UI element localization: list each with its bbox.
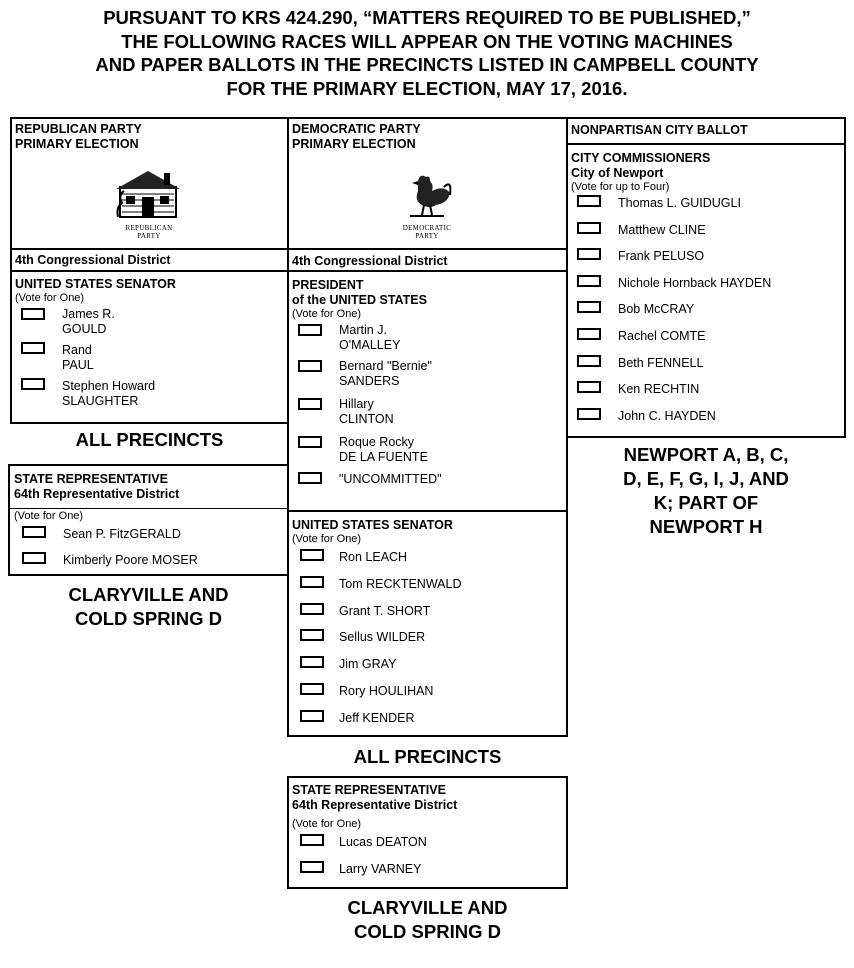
vote-checkbox[interactable]: [298, 472, 322, 484]
vote-instructions: (Vote for One): [292, 818, 362, 830]
vote-checkbox[interactable]: [300, 549, 324, 561]
candidate-name: [62, 343, 94, 373]
city-name: City of Newport: [571, 166, 664, 180]
district-label: 4th Congressional District: [292, 254, 448, 268]
vote-instructions: (Vote for One): [15, 292, 85, 304]
candidate-name: Kimberly Poore MOSER: [63, 553, 198, 567]
vote-checkbox[interactable]: [300, 576, 324, 588]
precinct-line: COLD SPRING D: [75, 608, 222, 629]
senate-race: [12, 270, 287, 422]
vote-checkbox[interactable]: [298, 398, 322, 410]
candidate-row: [14, 525, 287, 551]
precinct-line: NEWPORT A, B, C,: [623, 444, 789, 465]
candidate-row: [292, 628, 566, 655]
race-body: [289, 818, 566, 886]
candidate-name: John C. HAYDEN: [618, 408, 716, 423]
party-name: REPUBLICAN PARTY: [15, 122, 142, 136]
candidate-list: [292, 548, 566, 736]
vote-checkbox[interactable]: [21, 378, 45, 390]
precinct-caption: [8, 583, 289, 631]
vote-checkbox[interactable]: [298, 324, 322, 336]
vote-instructions: (Vote for up to Four): [571, 181, 670, 193]
race-title: CITY COMMISSIONERS: [571, 151, 711, 165]
party-header: [289, 119, 566, 248]
candidate-row: [15, 341, 287, 377]
candidate-row: [292, 602, 566, 629]
candidate-name: [339, 472, 442, 487]
race-header: [10, 466, 287, 508]
logo-label: PARTY: [415, 232, 439, 240]
candidate-row: [292, 397, 566, 435]
candidate-row: [15, 307, 287, 341]
candidate-name: Beth FENNELL: [618, 355, 704, 370]
candidate-last: GOULD: [62, 322, 107, 336]
vote-checkbox[interactable]: [300, 834, 324, 846]
vote-checkbox[interactable]: [300, 683, 324, 695]
candidate-last: O'MALLEY: [339, 338, 401, 352]
candidate-row: [292, 471, 566, 493]
senate-race: [289, 510, 566, 736]
vote-checkbox[interactable]: [22, 552, 46, 564]
candidate-first: Martin J.: [339, 323, 387, 337]
candidate-row: [292, 655, 566, 682]
precinct-line: COLD SPRING D: [354, 921, 501, 942]
logo-label: REPUBLICAN: [125, 224, 173, 232]
candidate-row: [292, 682, 566, 709]
precinct-line: NEWPORT H: [649, 516, 763, 537]
vote-checkbox[interactable]: [21, 308, 45, 320]
candidate-name: Sellus WILDER: [339, 630, 426, 645]
candidate-first: James R.: [62, 307, 115, 321]
vote-checkbox[interactable]: [298, 360, 322, 372]
race-title: STATE REPRESENTATIVE: [292, 783, 446, 797]
vote-checkbox[interactable]: [22, 526, 46, 538]
democratic-logo: [387, 171, 467, 240]
vote-checkbox[interactable]: [300, 629, 324, 641]
vote-checkbox[interactable]: [300, 710, 324, 722]
candidate-row: [292, 359, 566, 397]
candidate-name: Sean P. FitzGERALD: [63, 527, 181, 541]
vote-instructions: (Vote for One): [292, 533, 362, 545]
header-line: THE FOLLOWING RACES WILL APPEAR ON THE VOTING MACHINES: [121, 30, 733, 52]
candidate-row: [292, 709, 566, 736]
logo-label: PARTY: [137, 232, 161, 240]
race-title: UNITED STATES SENATOR: [292, 518, 453, 532]
nonpartisan-ballot: [566, 117, 846, 438]
rep-district: 64th Representative District: [14, 487, 180, 501]
ballot-title: NONPARTISAN CITY BALLOT: [571, 123, 748, 137]
district-bar: [12, 248, 287, 270]
candidate-name: Matthew CLINE: [618, 222, 706, 237]
vote-checkbox[interactable]: [577, 301, 601, 313]
candidate-row: [571, 221, 844, 248]
candidate-first: Stephen Howard: [62, 379, 156, 393]
commissioners-race: [568, 143, 844, 433]
candidate-row: [571, 247, 844, 274]
candidate-row: [292, 323, 566, 359]
candidate-name: [339, 397, 394, 427]
header-line: AND PAPER BALLOTS IN THE PRECINCTS LISTED IN CAMPBELL COUNTY: [95, 54, 759, 75]
candidate-name: Tom RECKTENWALD: [339, 576, 462, 591]
democratic-state-rep-ballot: [287, 776, 568, 889]
vote-checkbox[interactable]: [300, 861, 324, 873]
race-subtitle: of the UNITED STATES: [292, 293, 427, 307]
candidate-row: [571, 274, 844, 301]
candidate-name: Bob McCRAY: [618, 302, 695, 317]
candidate-row: [571, 327, 844, 354]
vote-checkbox[interactable]: [300, 603, 324, 615]
candidate-name: [62, 307, 115, 337]
candidate-name: Nichole Hornback HAYDEN: [618, 275, 772, 290]
logo-label: DEMOCRATIC: [402, 224, 452, 232]
candidate-name: Rachel COMTE: [618, 328, 706, 343]
candidate-first: Roque Rocky: [339, 435, 415, 449]
party-name: DEMOCRATIC PARTY: [292, 122, 421, 136]
candidate-row: [292, 575, 566, 602]
candidate-row: [292, 833, 566, 860]
president-race: [289, 270, 566, 510]
candidate-name: Larry VARNEY: [339, 862, 422, 876]
election-name: PRIMARY ELECTION: [15, 137, 139, 151]
vote-checkbox[interactable]: [577, 222, 601, 234]
candidate-first: "UNCOMMITTED": [339, 472, 442, 486]
precinct-caption: [287, 896, 568, 944]
candidate-name: Grant T. SHORT: [339, 603, 431, 618]
precinct-line: CLARYVILLE AND: [68, 584, 229, 605]
candidate-name: Ken RECHTIN: [618, 382, 700, 397]
precinct-caption: ALL PRECINCTS: [353, 746, 502, 767]
candidate-name: [339, 435, 428, 465]
candidate-last: SLAUGHTER: [62, 394, 139, 408]
candidate-row: [15, 377, 287, 411]
vote-checkbox[interactable]: [298, 436, 322, 448]
candidate-name: Jim GRAY: [339, 657, 397, 672]
race-title: PRESIDENT: [292, 278, 364, 292]
rooster-icon: [400, 171, 454, 219]
race-title: STATE REPRESENTATIVE: [14, 472, 168, 486]
candidate-last: PAUL: [62, 358, 94, 372]
candidate-name: Ron LEACH: [339, 550, 408, 564]
candidate-row: [571, 407, 844, 434]
district-label: 4th Congressional District: [15, 253, 171, 267]
race-body: [10, 508, 287, 577]
democratic-ballot: [287, 117, 568, 737]
header-line: PURSUANT TO KRS 424.290, “MATTERS REQUIRED TO BE PUBLISHED,”: [103, 7, 751, 28]
rep-district: 64th Representative District: [292, 798, 458, 812]
candidate-row: [571, 380, 844, 407]
vote-checkbox[interactable]: [577, 408, 601, 420]
precinct-caption: ALL PRECINCTS: [75, 429, 224, 450]
vote-instructions: (Vote for One): [14, 510, 84, 522]
candidate-last: CLINTON: [339, 412, 394, 426]
race-header: [289, 778, 566, 818]
ballot-header: [568, 119, 844, 143]
district-bar: [289, 248, 566, 270]
notice-header: [0, 6, 854, 100]
candidate-name: Frank PELUSO: [618, 249, 705, 264]
candidate-row: [571, 194, 844, 221]
vote-checkbox[interactable]: [21, 342, 45, 354]
precinct-line: CLARYVILLE AND: [347, 897, 508, 918]
candidate-first: Rand: [62, 343, 92, 357]
precinct-caption: [566, 443, 846, 539]
candidate-name: Jeff KENDER: [339, 710, 415, 725]
vote-checkbox[interactable]: [577, 355, 601, 367]
precinct-line: D, E, F, G, I, J, AND: [623, 468, 789, 489]
candidate-row: [571, 300, 844, 327]
election-name: PRIMARY ELECTION: [292, 137, 416, 151]
vote-checkbox[interactable]: [577, 195, 601, 207]
candidate-name: Thomas L. GUIDUGLI: [618, 196, 741, 210]
republican-state-rep-ballot: [8, 464, 289, 576]
party-header: [12, 119, 287, 248]
candidate-name: Lucas DEATON: [339, 835, 427, 849]
republican-ballot: [10, 117, 289, 424]
candidate-row: [292, 860, 566, 886]
republican-logo: [106, 167, 192, 240]
candidate-row: [571, 354, 844, 381]
candidate-row: [292, 435, 566, 471]
header-line: FOR THE PRIMARY ELECTION, MAY 17, 2016.: [226, 77, 628, 99]
candidate-first: Hillary: [339, 397, 374, 411]
candidate-first: Bernard "Bernie": [339, 359, 432, 373]
vote-instructions: (Vote for One): [292, 308, 362, 320]
vote-checkbox[interactable]: [577, 328, 601, 340]
vote-checkbox[interactable]: [577, 248, 601, 260]
candidate-row: [14, 551, 287, 577]
candidate-name: Rory HOULIHAN: [339, 683, 434, 698]
candidate-list: [571, 194, 844, 433]
vote-checkbox[interactable]: [577, 275, 601, 287]
precinct-line: K; PART OF: [653, 492, 759, 513]
candidate-name: [62, 379, 155, 409]
candidate-row: [292, 548, 566, 575]
candidate-name: [339, 359, 432, 389]
vote-checkbox[interactable]: [577, 381, 601, 393]
candidate-name: [339, 323, 400, 353]
log-cabin-icon: [114, 167, 184, 219]
race-title: UNITED STATES SENATOR: [15, 277, 176, 291]
candidate-last: DE LA FUENTE: [339, 450, 428, 464]
vote-checkbox[interactable]: [300, 656, 324, 668]
candidate-last: SANDERS: [339, 374, 400, 388]
